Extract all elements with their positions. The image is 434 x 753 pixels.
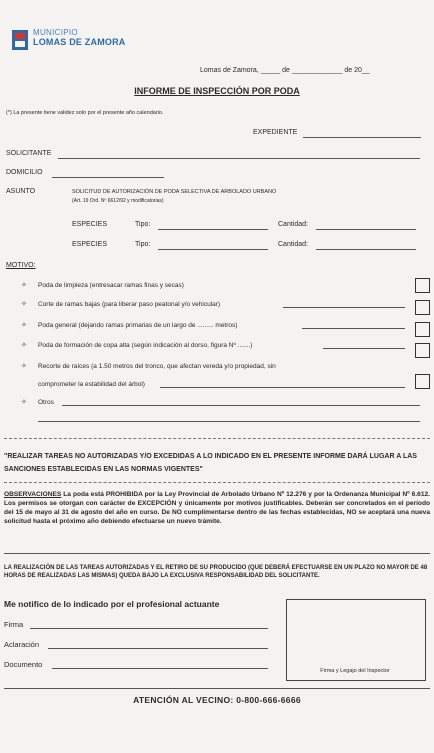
domicilio-label: DOMICILIO [6,169,43,176]
especies-label: ESPECIES [72,221,108,228]
bullet-icon: ✧ [21,301,27,308]
tipo-field[interactable] [158,229,268,230]
asunto-label: ASUNTO [6,188,36,195]
inspector-label: Firma y Legajo del Inspector [320,668,390,674]
motivo-item-cont: comprometer la estabilidad del árbol) [38,381,145,388]
observaciones-label: OBSERVACIONES [4,491,62,498]
aclaracion-label: Aclaración [4,640,40,649]
observaciones-text: La poda está PROHIBIDA por la Ley Provincial de Arbolado Urbano Nº 12.276 y por la Ordenanza Municipal Nº 6.612. Los permisos se otorgan con carácter de EXCEPCIÓN y únicamente por motivos justificables. Deberán ser concretados en el período del 15 de mayo al 31 de agosto del año en curso. De NO cumplimentarse dentro de las fechas establecidas, NO se aceptará una nueva solicitud hasta el próximo año debiendo efectuarse un nuevo trámite. [4,491,430,525]
date-line: Lomas de Zamora, _____ de _____________ de 20__ [200,67,370,74]
motivo-item: Poda de formación de copa alta (según indicación al dorso, figura Nº .......) [38,342,253,349]
asunto-text: SOLICITUD DE AUTORIZACIÓN DE PODA SELECTIVA DE ARBOLADO URBANO [72,189,277,195]
bullet-icon: ✧ [21,342,27,349]
divider [4,438,430,439]
cantidad-field[interactable] [316,229,416,230]
divider [4,553,430,554]
motivo-checkbox[interactable] [415,322,430,337]
otros-field[interactable] [62,405,420,406]
motivo-checkbox[interactable] [415,343,430,358]
documento-field[interactable] [52,668,268,669]
observaciones-block [4,490,430,526]
motivo-item: Poda de limpieza (entresacar ramas finas y secas) [38,282,184,289]
motivo-item: Recorte de raíces (a 1.50 metros del tronco, que afectan vereda y/o propiedad, sin [38,363,276,370]
solicitante-field[interactable] [58,158,420,159]
motivo-line [283,307,405,308]
divider [4,688,430,689]
asunto-subtext: (Art. 19 Ord. Nº 6612/92 y modificatorias) [72,198,164,204]
especies-label: ESPECIES [72,241,108,248]
page-title: INFORME DE INSPECCIÓN POR PODA [134,86,300,96]
responsibility-text: LA REALIZACIÓN DE LAS TAREAS AUTORIZADAS Y EL RETIRO DE SU PRODUCIDO (QUE DEBERÁ EFECTUARSE EN UN PLAZO NO MAYOR DE 48 HORAS DE REALIZADAS LAS MISMAS) QUEDA BAJO LA EXCLUSIVA RESPONSABILIDAD DEL SOLICITANTE. [4,565,428,579]
bullet-icon: ✧ [21,399,27,406]
motivo-line [302,328,405,329]
solicitante-label: SOLICITANTE [6,150,52,157]
bullet-icon: ✧ [21,322,27,329]
expediente-field[interactable] [303,137,421,138]
firma-field[interactable] [30,628,268,629]
bullet-icon: ✧ [21,282,27,289]
logo-line2: LOMAS DE ZAMORA [33,37,126,47]
cantidad-label: Cantidad: [278,221,308,228]
aclaracion-field[interactable] [48,648,268,649]
warning-text: "REALIZAR TAREAS NO AUTORIZADAS Y/O EXCEDIDAS A LO INDICADO EN EL PRESENTE INFORME DARÁ LUGAR A LAS SANCIONES ESTABLECIDAS EN LAS NORMAS VIGENTES" [4,453,417,473]
municipio-logo-icon [12,30,28,50]
tipo-field[interactable] [158,249,268,250]
firma-label: Firma [4,620,24,629]
motivo-label: MOTIVO: [6,262,36,269]
domicilio-field[interactable] [52,177,164,178]
motivo-checkbox[interactable] [415,300,430,315]
cantidad-field[interactable] [316,249,416,250]
motivo-checkbox[interactable] [415,374,430,389]
divider [4,482,430,483]
motivo-item: Poda general (dejando ramas primarias de un largo de ......... metros) [38,322,238,329]
tipo-label: Tipo: [135,221,151,228]
logo-line1: MUNICIPIO [33,28,78,37]
cantidad-label: Cantidad: [278,241,308,248]
otros-field-2[interactable] [38,421,420,422]
motivo-line [160,387,405,388]
expediente-label: EXPEDIENTE [253,129,298,136]
bullet-icon: ✧ [21,363,27,370]
motivo-checkbox[interactable] [415,278,430,293]
documento-label: Documento [4,660,43,669]
motivo-item: Corte de ramas bajas (para liberar paso peatonal y/o vehicular) [38,301,221,308]
atencion-vecino: ATENCIÓN AL VECINO: 0-800-666-6666 [133,695,301,705]
me-notifico-text: Me notifico de lo indicado por el profesional actuante [4,599,220,609]
motivo-line [323,348,405,349]
validity-note: (*) La presente tiene validez solo por el presente año calendario. [6,110,164,116]
motivo-item: Otros [38,399,54,406]
tipo-label: Tipo: [135,241,151,248]
